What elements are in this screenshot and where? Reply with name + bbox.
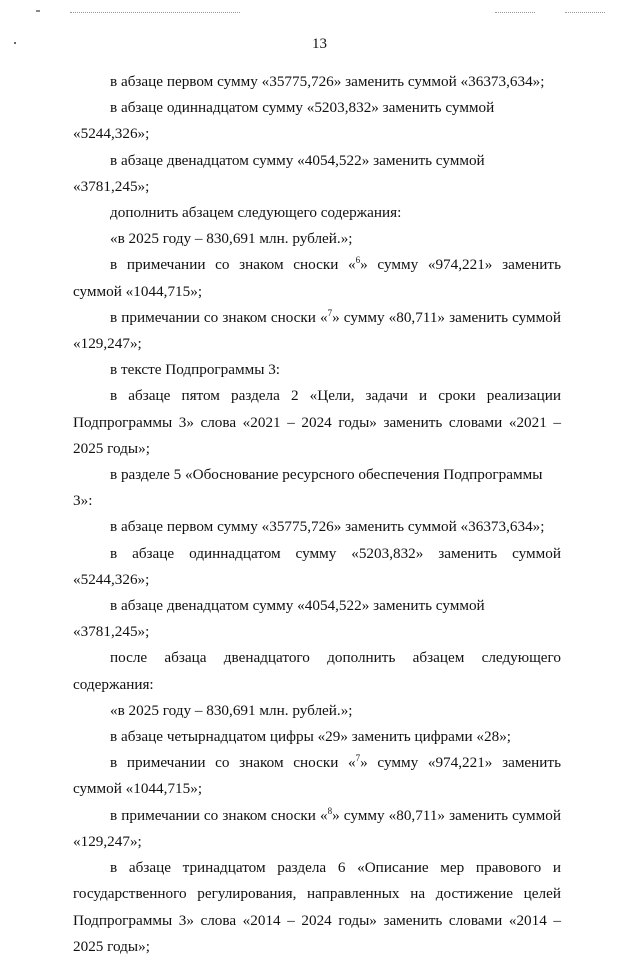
paragraph: в абзаце первом сумму «35775,726» заменить суммой «36373,634»; — [110, 518, 545, 536]
paragraph-text: » сумму «80,711» заменить суммой «129,247»; — [73, 308, 561, 353]
paragraph: в абзаце одиннадцатом сумму «5203,832» заменить суммой «5244,326»; — [73, 544, 561, 588]
paragraph-text: в примечании со знаком сноски « — [110, 256, 356, 274]
paragraph-text: » сумму «80,711» заменить суммой «129,247»; — [73, 806, 561, 850]
paragraph: после абзаца двенадцатого дополнить абзацем следующего содержания: — [73, 649, 561, 693]
document-body — [73, 69, 561, 960]
paragraph: в абзаце двенадцатом сумму «4054,522» заменить суммой «3781,245»; — [73, 151, 485, 195]
footnote-mark: 7 — [327, 307, 333, 318]
paragraph-text: » сумму «974,221» заменить суммой «1044,715»; — [73, 256, 561, 300]
scan-mark — [36, 10, 40, 12]
paragraph: в абзаце тринадцатом раздела 6 «Описание мер правового и государственного регулирования, направленных на достижение целей Подпрограммы 3» слова «2014 – 2024 годы» заменить словами «2014 – 2025 годы»; — [73, 859, 561, 955]
paragraph-text: в примечании со знаком сноски « — [110, 308, 328, 326]
paragraph: в абзаце двенадцатом сумму «4054,522» заменить суммой «3781,245»; — [73, 597, 485, 641]
paragraph: в разделе 5 «Обоснование ресурсного обеспечения Подпрограммы 3»: — [73, 466, 543, 510]
footnote-mark: 8 — [327, 805, 333, 816]
footnote-mark: 7 — [355, 753, 361, 764]
paragraph: в тексте Подпрограммы 3: — [110, 361, 281, 379]
footnote-mark: 6 — [355, 255, 361, 266]
paragraph-footnote — [73, 803, 561, 855]
paragraph: в абзаце четырнадцатом цифры «29» заменить цифрами «28»; — [110, 728, 512, 746]
paragraph: дополнить абзацем следующего содержания: — [110, 204, 402, 222]
scan-noise — [70, 12, 240, 16]
paragraph-footnote — [73, 305, 561, 357]
paragraph-footnote — [73, 750, 561, 802]
scan-noise — [495, 12, 535, 16]
paragraph: в абзаце пятом раздела 2 «Цели, задачи и сроки реализации Подпрограммы 3» слова «2021 – 2024 годы» заменить словами «2021 – 2025 годы»; — [73, 387, 561, 457]
paragraph-footnote — [73, 252, 561, 304]
paragraph: «в 2025 году – 830,691 млн. рублей.»; — [110, 230, 353, 248]
paragraph-text: » сумму «974,221» заменить суммой «1044,715»; — [73, 754, 561, 798]
scan-artifacts — [0, 0, 639, 28]
scan-noise — [565, 12, 605, 16]
paragraph: в абзаце первом сумму «35775,726» заменить суммой «36373,634»; — [110, 73, 545, 90]
paragraph: «в 2025 году – 830,691 млн. рублей.»; — [110, 701, 353, 719]
paragraph-text: в примечании со знаком сноски « — [110, 806, 328, 824]
paragraph-text: в примечании со знаком сноски « — [110, 754, 356, 772]
page-number: 13 — [312, 36, 327, 52]
paragraph: в абзаце одиннадцатом сумму «5203,832» заменить суммой «5244,326»; — [73, 99, 495, 143]
